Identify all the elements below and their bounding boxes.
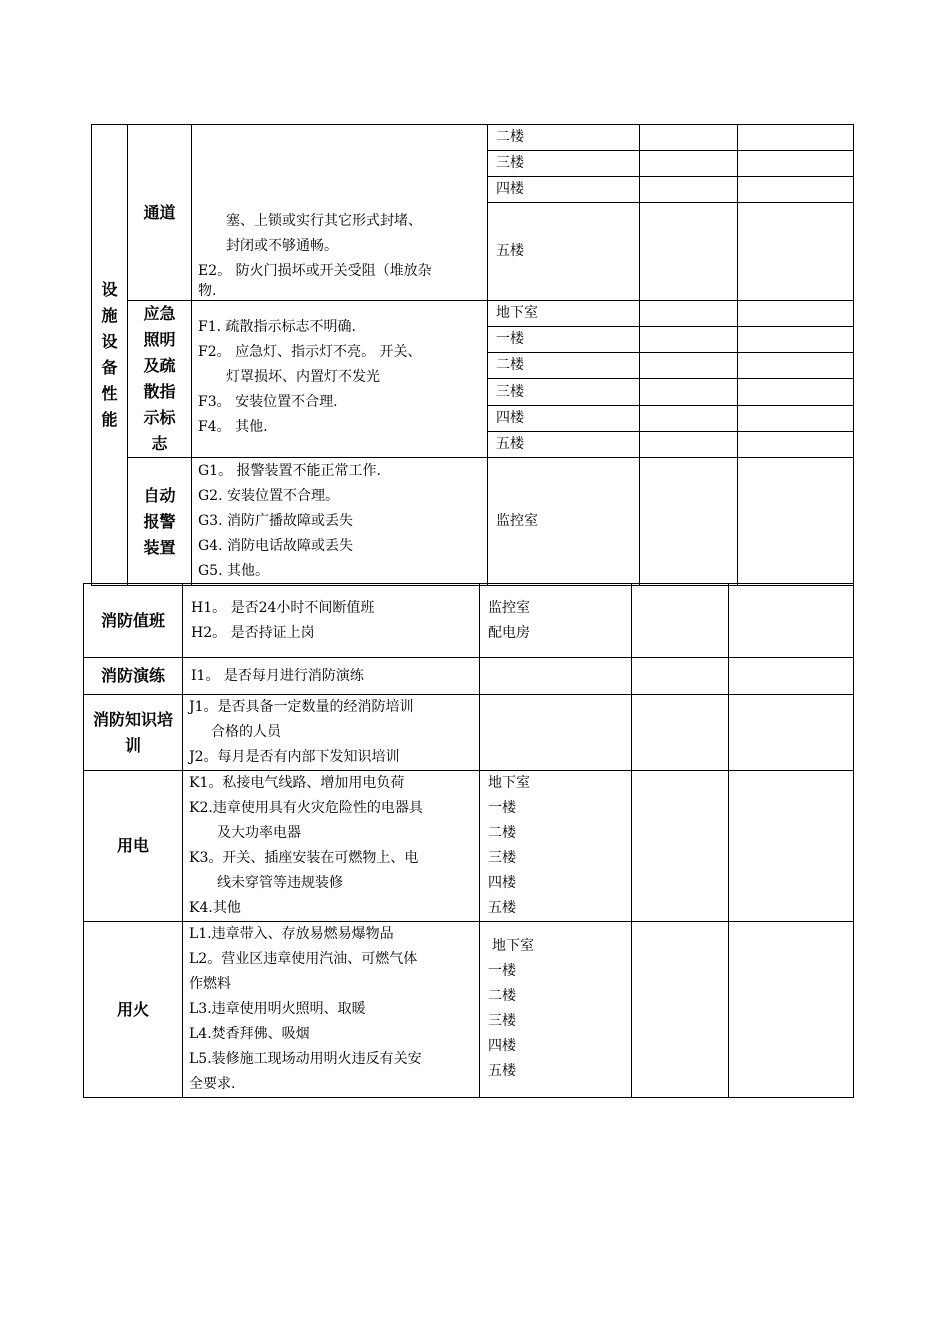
location-cell: 二楼 [488,353,640,379]
check-cell[interactable] [640,353,738,379]
item-text: L5.装修施工现场动用明火违反有关安 [189,1051,422,1067]
remark-cell[interactable] [729,584,854,658]
check-cell[interactable] [632,658,729,695]
location-text: 配电房 [488,624,530,641]
location-cell: 四楼 [488,177,640,203]
check-cell[interactable] [640,431,738,457]
item-text: 全要求. [189,1076,236,1092]
category-fire-training: 消防知识培训 [84,695,183,771]
item-text: F1. 疏散指示标志不明确. [198,319,356,335]
item-text: 物. [198,283,217,299]
remark-cell[interactable] [738,177,854,203]
check-cell[interactable] [640,125,738,151]
remark-cell[interactable] [729,658,854,695]
location-cell: 地下室 [488,301,640,327]
passage-items [192,125,488,301]
location-text: 地下室 [492,938,534,954]
location-cell: 四楼 [488,405,640,431]
location-cell: 五楼 [488,431,640,457]
item-text: K2.违章使用具有火灾危险性的电器具 [189,800,423,816]
remark-cell[interactable] [738,405,854,431]
check-cell[interactable] [640,203,738,301]
item-text: G4. 消防电话故障或丢失 [198,538,353,554]
remark-cell[interactable] [738,151,854,177]
location-text: 三楼 [488,1013,516,1029]
location-cell: 二楼 [488,125,640,151]
category-electricity: 用电 [84,771,183,922]
category-fire-drill: 消防演练 [84,658,183,695]
item-text: 及大功率电器 [217,825,301,841]
item-text: 合格的人员 [211,724,281,740]
location-cell [480,771,632,922]
item-text: J2。每月是否有内部下发知识培训 [189,749,400,765]
remark-cell[interactable] [738,203,854,301]
location-cell[interactable] [480,658,632,695]
remark-cell[interactable] [738,458,854,586]
check-cell[interactable] [632,922,729,1098]
item-text: 作燃料 [189,976,231,992]
location-cell: 三楼 [488,151,640,177]
item-text: L2。营业区违章使用汽油、可燃气体 [189,951,418,967]
remark-cell[interactable] [738,301,854,327]
location-text: 四楼 [488,1038,516,1054]
category-emergency-lighting: 应急照明及疏散指示标志 [128,301,192,458]
remark-cell[interactable] [738,431,854,457]
item-text: F3。 安装位置不合理. [198,394,338,410]
item-text: J1。是否具备一定数量的经消防培训 [189,699,414,715]
location-text: 四楼 [488,875,516,891]
management-table [83,583,854,1098]
item-text: F2。 应急灯、指示灯不亮。 开关、 [198,344,422,360]
duty-items [183,584,480,658]
table-row [84,584,854,658]
check-cell[interactable] [640,327,738,353]
check-cell[interactable] [640,151,738,177]
item-text: 封闭或不够通畅。 [226,238,338,254]
remark-cell[interactable] [738,379,854,405]
table-row [92,301,854,327]
item-text: 塞、上锁或实行其它形式封堵、 [226,213,422,229]
item-text: K1。私接电气线路、增加用电负荷 [189,775,405,791]
table-row [92,458,854,586]
item-text: E2。 防火门损坏或开关受阻（堆放杂 [198,263,432,279]
fire-items [183,922,480,1098]
item-text: G1。 报警装置不能正常工作. [198,463,381,479]
check-cell[interactable] [640,301,738,327]
remark-cell[interactable] [738,353,854,379]
location-cell: 监控室 [488,458,640,586]
item-text: K4.其他 [189,900,241,916]
check-cell[interactable] [640,405,738,431]
item-text: I1。 是否每月进行消防演练 [191,667,364,684]
check-cell[interactable] [640,177,738,203]
location-cell: 三楼 [488,379,640,405]
location-cell [480,584,632,658]
item-text: K3。开关、插座安装在可燃物上、电 [189,850,419,866]
table-row [84,771,854,922]
remark-cell[interactable] [738,125,854,151]
item-text: L4.焚香拜佛、吸烟 [189,1026,310,1042]
item-text: F4。 其他. [198,419,268,435]
table-row [84,922,854,1098]
table-row [84,695,854,771]
section-facility-label: 设施设备性能 [92,125,128,586]
table-row [92,125,854,151]
remark-cell[interactable] [729,922,854,1098]
training-items [183,695,480,771]
location-text: 二楼 [488,988,516,1004]
location-text: 一楼 [488,800,516,816]
check-cell[interactable] [632,695,729,771]
location-text: 二楼 [488,825,516,841]
item-text: G2. 安装位置不合理。 [198,488,339,504]
table-row [84,658,854,695]
location-cell: 一楼 [488,327,640,353]
location-text: 五楼 [488,900,516,916]
category-fire-use: 用火 [84,922,183,1098]
check-cell[interactable] [640,379,738,405]
electric-items [183,771,480,922]
location-text: 五楼 [488,1063,516,1079]
category-passage: 通道 [128,125,192,301]
location-text: 监控室 [488,599,530,616]
location-text: 三楼 [488,850,516,866]
location-cell: 五楼 [488,203,640,301]
alarm-items [192,458,488,586]
item-text: 灯罩损坏、内置灯不发光 [226,369,380,385]
item-text: L1.违章带入、存放易燃易爆物品 [189,926,394,942]
drill-items [183,658,480,695]
emergency-items [192,301,488,458]
item-text: L3.违章使用明火照明、取暖 [189,1001,366,1017]
category-fire-duty: 消防值班 [84,584,183,658]
item-text: 线未穿管等违规装修 [217,875,343,891]
check-cell[interactable] [640,458,738,586]
item-text: G3. 消防广播故障或丢失 [198,513,353,529]
location-text: 一楼 [488,963,516,979]
check-cell[interactable] [632,771,729,922]
facility-table [91,124,854,586]
item-text: G5. 其他。 [198,563,269,579]
location-text: 地下室 [488,775,530,791]
remark-cell[interactable] [738,327,854,353]
remark-cell[interactable] [729,771,854,922]
item-text: H2。 是否持证上岗 [191,624,315,641]
location-cell [480,922,632,1098]
category-auto-alarm: 自动报警装置 [128,458,192,586]
remark-cell[interactable] [729,695,854,771]
item-text: H1。 是否24小时不间断值班 [191,599,375,616]
check-cell[interactable] [632,584,729,658]
location-cell[interactable] [480,695,632,771]
